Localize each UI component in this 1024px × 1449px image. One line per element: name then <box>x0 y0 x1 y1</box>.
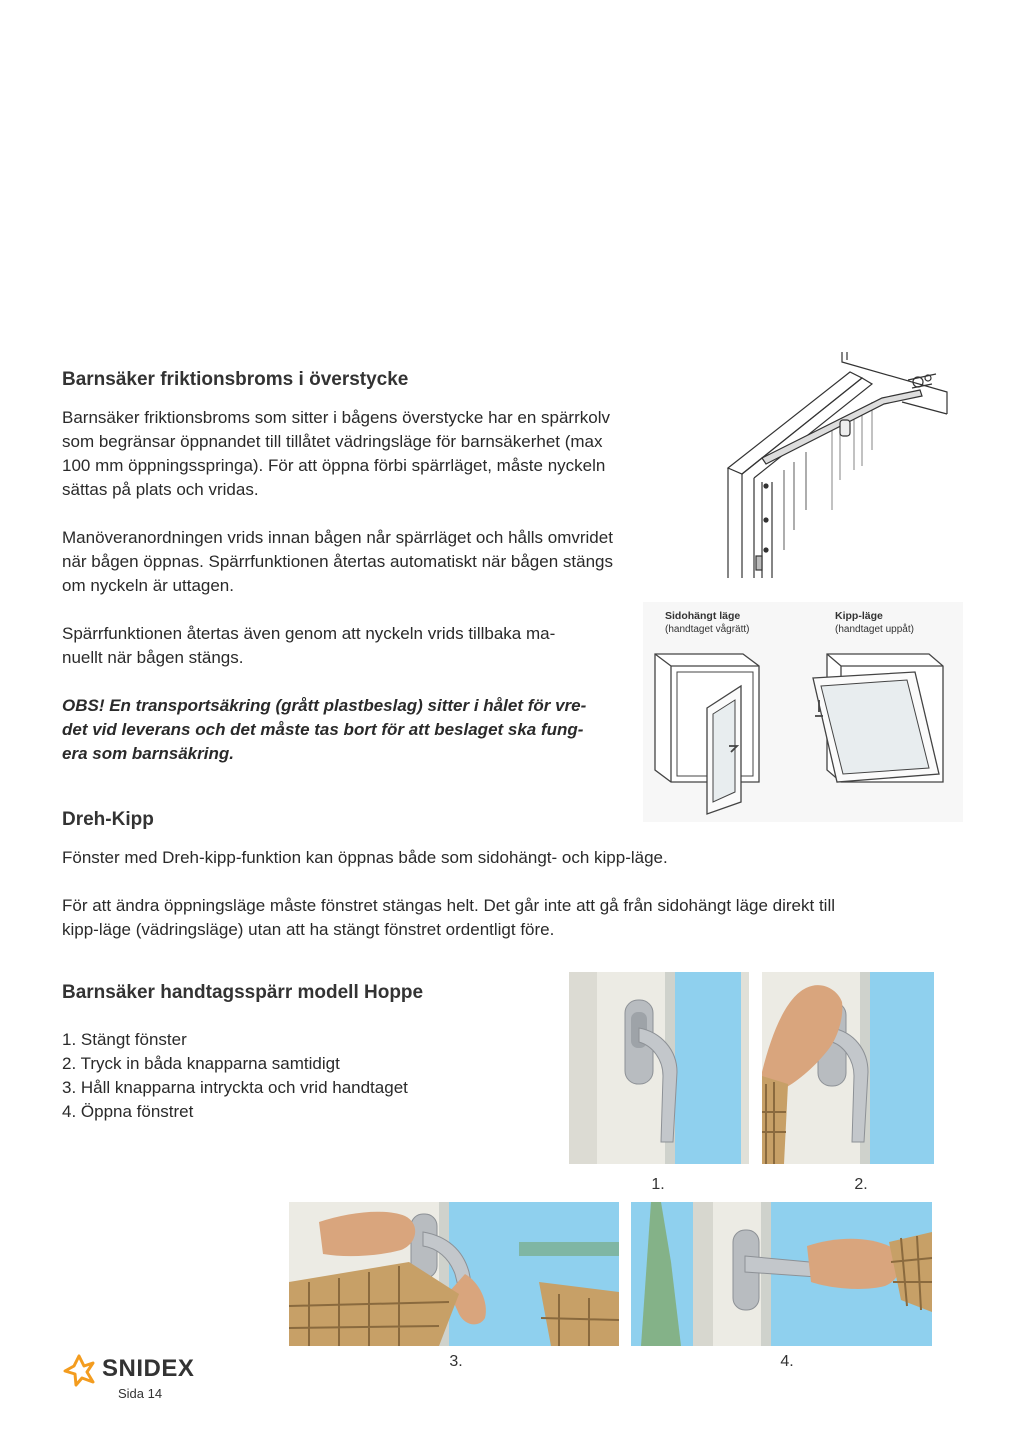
text-line: Spärrfunktionen återtas även genom att nyckeln vrids tillbaka ma- <box>62 624 556 643</box>
text-line: Barnsäker friktionsbroms som sitter i bågens överstycke har en spärrkolv <box>62 408 610 427</box>
paragraph-dreh-kipp-2 <box>62 894 962 942</box>
text-line: när bågen öppnas. Spärrfunktionen återtas automatiskt när bågen stängs <box>62 552 613 571</box>
text-line: sättas på plats och vridas. <box>62 480 259 499</box>
transport-lock-note <box>62 694 642 766</box>
note-line: era som barnsäkring. <box>62 744 234 763</box>
photo-step-3-turn-handle <box>289 1202 619 1346</box>
photo-step-1-closed-window <box>569 972 749 1164</box>
photo-caption-3: 3. <box>449 1353 463 1370</box>
text-line: som begränsar öppnandet till tillåtet vädringsläge för barnsäkerhet (max <box>62 432 603 451</box>
text-line: kipp-läge (vädringsläge) utan att ha stängt fönstret ordentligt före. <box>62 920 555 939</box>
paragraph-friction-brake-3 <box>62 622 642 670</box>
paragraph-friction-brake-1 <box>62 406 702 502</box>
side-hung-title: Sidohängt läge <box>665 610 741 622</box>
tilt-label <box>835 610 914 636</box>
tilt-subtitle: (handtaget uppåt) <box>835 624 914 635</box>
friction-brake-illustration <box>722 350 954 580</box>
section-heading-handle-lock: Barnsäker handtagsspärr modell Hoppe <box>62 982 424 1003</box>
section-heading-friction-brake: Barnsäker friktionsbroms i överstycke <box>62 369 409 390</box>
note-line: OBS! En transportsäkring (grått plastbeslag) sitter i hålet för vre- <box>62 696 587 715</box>
opening-modes-illustration <box>643 602 963 822</box>
snidex-logo-icon <box>62 1353 96 1387</box>
handle-lock-steps <box>62 1028 542 1124</box>
photo-step-4-open-window <box>631 1202 932 1346</box>
side-hung-label <box>665 610 750 636</box>
side-hung-subtitle: (handtaget vågrätt) <box>665 624 750 635</box>
tilt-title: Kipp-läge <box>835 610 883 622</box>
text-line: För att ändra öppningsläge måste fönstret stängas helt. Det går inte att gå från sidohängt läge direkt till <box>62 896 836 915</box>
step-item: 4. Öppna fönstret <box>62 1102 194 1121</box>
note-line: det vid leverans och det måste tas bort för att beslaget ska fung- <box>62 720 584 739</box>
step-item: 1. Stängt fönster <box>62 1030 187 1049</box>
photo-caption-2: 2. <box>854 1176 868 1193</box>
photo-step-2-press-buttons <box>762 972 934 1164</box>
photo-caption-1: 1. <box>651 1176 665 1193</box>
text-line: Manöveranordningen vrids innan bågen når spärrläget och hålls omvridet <box>62 528 613 547</box>
paragraph-dreh-kipp-1: Fönster med Dreh-kipp-funktion kan öppnas både som sidohängt- och kipp-läge. <box>62 848 668 867</box>
step-item: 2. Tryck in båda knapparna samtidigt <box>62 1054 340 1073</box>
section-heading-dreh-kipp: Dreh-Kipp <box>62 809 154 830</box>
photo-caption-4: 4. <box>780 1353 794 1370</box>
paragraph-friction-brake-2 <box>62 526 712 598</box>
footer-brand: SNIDEX <box>102 1355 195 1382</box>
page-number: Sida 14 <box>118 1386 163 1401</box>
text-line: 100 mm öppningsspringa). För att öppna förbi spärrläget, måste nyckeln <box>62 456 606 475</box>
text-line: nuellt när bågen stängs. <box>62 648 244 667</box>
step-item: 3. Håll knapparna intryckta och vrid handtaget <box>62 1078 408 1097</box>
text-line: om nyckeln är uttagen. <box>62 576 234 595</box>
